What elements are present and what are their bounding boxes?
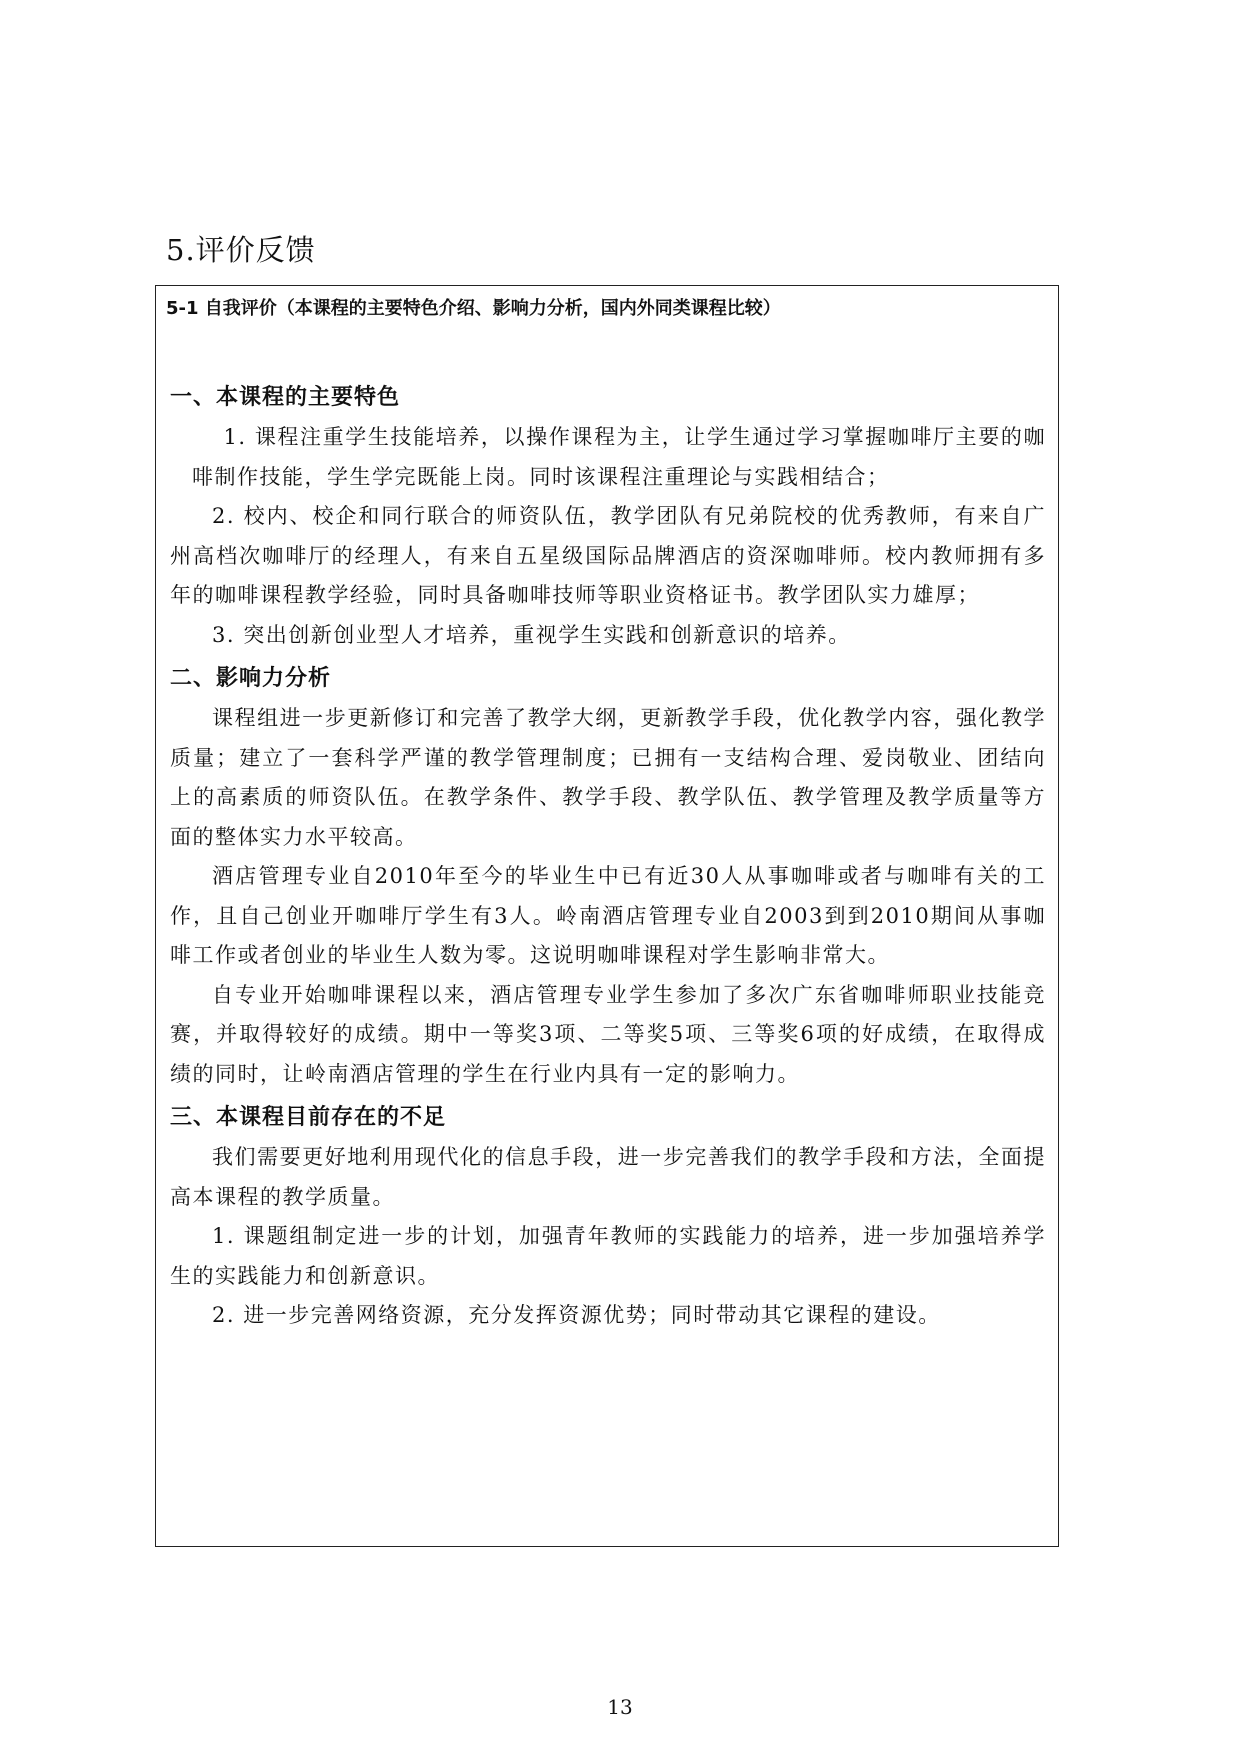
paragraph: 3. 突出创新创业型人才培养，重视学生实践和创新意识的培养。	[212, 622, 851, 647]
paragraph: 我们需要更好地利用现代化的信息手段，进一步完善我们的教学手段和方法，全面提高本课程的教学质量。	[170, 1145, 1046, 1209]
paragraph: 1. 课程注重学生技能培养，以操作课程为主，让学生通过学习掌握咖啡厅主要的咖啡制作技能，学生学完既能上岗。同时该课程注重理论与实践相结合；	[192, 425, 1046, 489]
paragraph: 自专业开始咖啡课程以来，酒店管理专业学生参加了多次广东省咖啡师职业技能竞赛，并取得较好的成绩。期中一等奖3项、二等奖5项、三等奖6项的好成绩，在取得成绩的同时，让岭南酒店管理的学生在行业内具有一定的影响力。	[170, 982, 1046, 1086]
paragraph: 2. 校内、校企和同行联合的师资队伍，教学团队有兄弟院校的优秀教师，有来自广州高档次咖啡厅的经理人，有来自五星级国际品牌酒店的资深咖啡师。校内教师拥有多年的咖啡课程教学经验，同时具备咖啡技师等职业资格证书。教学团队实力雄厚；	[170, 504, 1046, 607]
section-title: 5.评价反馈	[166, 233, 316, 267]
paragraph: 课程组进一步更新修订和完善了教学大纲，更新教学手段，优化教学内容，强化教学质量；建立了一套科学严谨的教学管理制度；已拥有一支结构合理、爱岗敬业、团结向上的高素质的师资队伍。在教学条件、教学手段、教学队伍、教学管理及教学质量等方面的整体实力水平较高。	[170, 706, 1046, 849]
page-number: 13	[607, 1695, 633, 1719]
section-shortcomings	[170, 1098, 1046, 1336]
evaluation-content	[170, 378, 1046, 1336]
section-features	[170, 378, 1046, 655]
section-heading: 二、影响力分析	[170, 666, 332, 691]
paragraph: 2. 进一步完善网络资源，充分发挥资源优势；同时带动其它课程的建设。	[212, 1303, 941, 1327]
self-evaluation-box	[155, 285, 1059, 1547]
section-heading: 三、本课程目前存在的不足	[170, 1105, 447, 1130]
paragraph: 1. 课题组制定进一步的计划，加强青年教师的实践能力的培养，进一步加强培养学生的实践能力和创新意识。	[170, 1224, 1046, 1288]
section-heading: 一、本课程的主要特色	[170, 385, 401, 410]
section-influence	[170, 659, 1046, 1094]
paragraph: 酒店管理专业自2010年至今的毕业生中已有近30人从事咖啡或者与咖啡有关的工作，且自己创业开咖啡厅学生有3人。岭南酒店管理专业自2003到到2010期间从事咖啡工作或者创业的毕业生人数为零。这说明咖啡课程对学生影响非常大。	[170, 864, 1046, 967]
box-header: 5-1 自我评价（本课程的主要特色介绍、影响力分析，国内外同类课程比较）	[166, 298, 781, 319]
